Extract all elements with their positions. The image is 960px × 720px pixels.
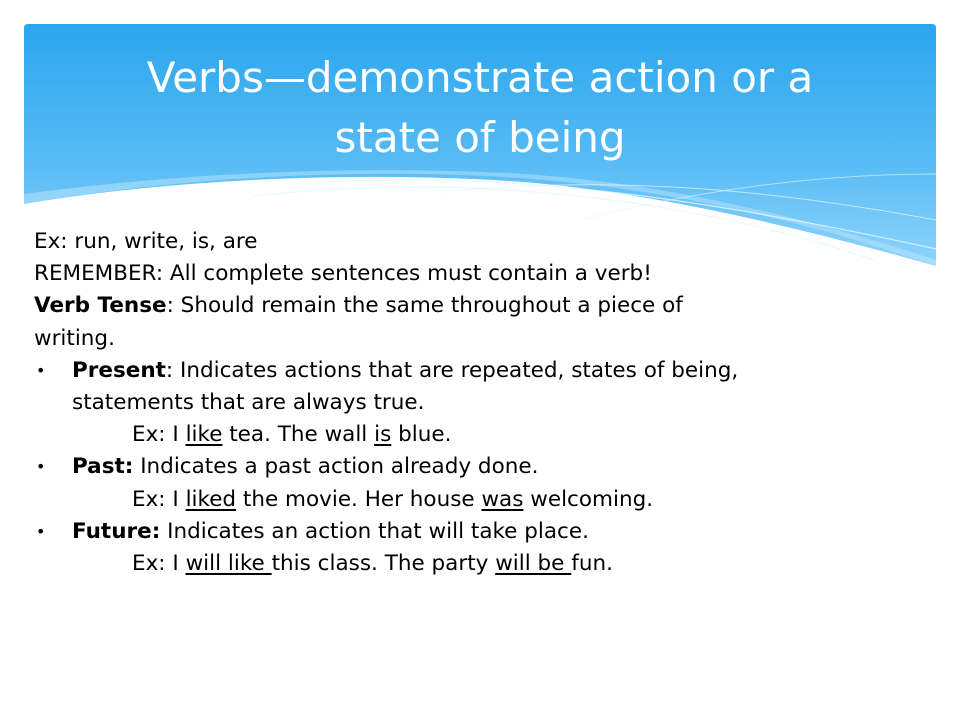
future-example <box>34 548 934 580</box>
remember-line: REMEMBER: All complete sentences must contain a verb! <box>34 261 652 287</box>
example-text: this class. The party <box>271 551 496 577</box>
underlined-verb: like <box>185 422 223 448</box>
underlined-verb: liked <box>185 486 237 512</box>
example-text: blue. <box>391 422 452 448</box>
present-text: : Indicates actions that are repeated, states of being, <box>165 357 739 383</box>
bullet-icon: • <box>36 521 46 541</box>
example-text: the movie. Her house <box>236 486 482 512</box>
example-text: Ex: I <box>132 486 186 512</box>
example-text: tea. The wall <box>222 422 375 448</box>
bullet-icon: • <box>36 457 46 477</box>
verb-tense-text: : Should remain the same throughout a piece of <box>166 293 683 319</box>
example-text: fun. <box>571 551 613 577</box>
slide-title <box>24 48 936 168</box>
past-example <box>34 484 934 516</box>
bullet-icon: • <box>36 360 46 380</box>
slide-body <box>34 226 934 580</box>
example-text: Ex: I <box>132 422 186 448</box>
underlined-verb: was <box>481 486 524 512</box>
underlined-verb: is <box>374 422 392 448</box>
underlined-verb: will like <box>185 551 272 577</box>
past-text: Indicates a past action already done. <box>133 454 539 480</box>
future-text: Indicates an action that will take place. <box>160 518 589 544</box>
future-bullet <box>34 516 934 548</box>
examples-line: Ex: run, write, is, are <box>34 229 258 254</box>
verb-tense-continuation: writing. <box>34 325 115 351</box>
past-label: Past: <box>72 454 134 480</box>
present-bullet <box>34 355 934 387</box>
example-text: welcoming. <box>523 486 654 512</box>
future-label: Future: <box>72 518 161 544</box>
title-line-1: Verbs—demonstrate action or a <box>146 53 814 102</box>
example-text: Ex: I <box>132 551 186 577</box>
present-example <box>34 419 934 451</box>
title-line-2: state of being <box>334 113 626 162</box>
past-bullet <box>34 451 934 483</box>
verb-tense-line <box>34 290 934 322</box>
underlined-verb: will be <box>495 551 572 577</box>
present-label: Present <box>72 357 166 383</box>
verb-tense-label: Verb Tense <box>34 293 167 319</box>
present-continuation: statements that are always true. <box>72 390 425 416</box>
